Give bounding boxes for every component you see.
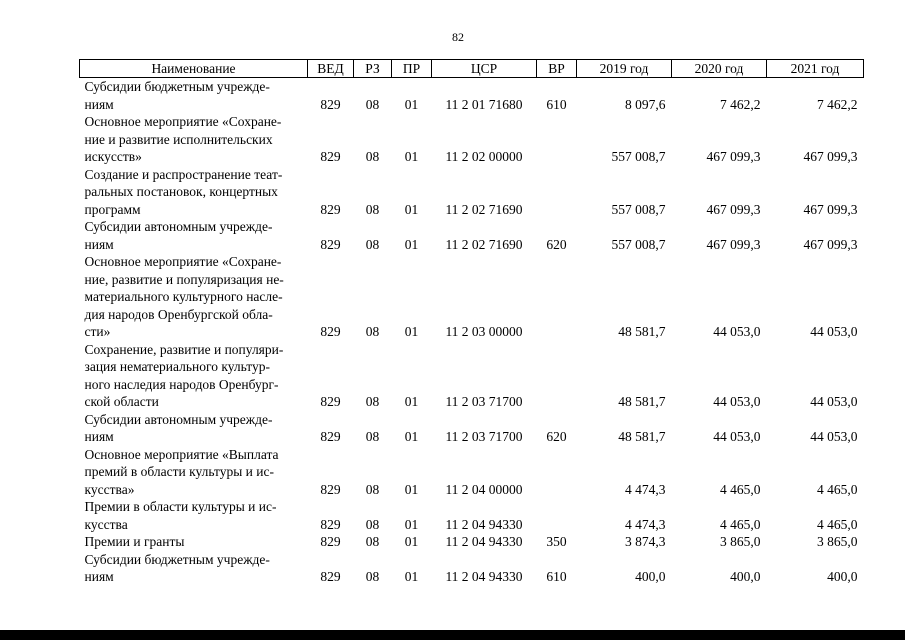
table-row [80, 113, 864, 166]
cell-rz: 08 [365, 324, 380, 339]
header-csr: ЦСР [432, 60, 537, 78]
cell-pr: 01 [404, 149, 419, 164]
cell-y2019: 4 474,3 [625, 481, 666, 497]
cell-pr: 01 [404, 569, 419, 584]
cell-y2021: 3 865,0 [817, 534, 858, 549]
header-ved: ВЕД [308, 60, 354, 78]
cell-name: Основное мероприятие «Сохране- ние и развитие исполнительских искусств» [84, 114, 282, 164]
cell-pr: 01 [404, 96, 419, 112]
table-header [80, 60, 864, 78]
cell-y2021: 467 099,3 [803, 149, 858, 164]
header-rz: РЗ [354, 60, 392, 78]
cell-name: Субсидии автономным учрежде- ниям [84, 219, 273, 252]
cell-rz: 08 [365, 201, 380, 217]
cell-pr: 01 [404, 324, 419, 339]
cell-ved: 829 [320, 516, 341, 532]
cell-y2020: 400,0 [730, 569, 761, 584]
cell-rz: 08 [365, 569, 380, 584]
cell-vr: 350 [546, 534, 567, 549]
cell-y2020: 467 099,3 [706, 149, 761, 164]
cell-ved: 829 [320, 429, 341, 444]
cell-csr: 11 2 04 94330 [445, 534, 523, 549]
header-vr: ВР [537, 60, 577, 78]
cell-name: Основное мероприятие «Сохране- ние, развитие и популяризация не- материального культурного насле- дия народов Оренбургской обла- сти» [84, 254, 284, 339]
table-row [80, 218, 864, 253]
cell-name: Субсидии автономным учрежде- ниям [84, 411, 273, 444]
cell-vr: 620 [546, 236, 567, 252]
cell-rz: 08 [365, 429, 380, 444]
header-2019: 2019 год [577, 60, 672, 78]
cell-csr: 11 2 04 00000 [445, 481, 523, 497]
cell-y2019: 48 581,7 [618, 429, 666, 444]
cell-csr: 11 2 04 94330 [445, 516, 523, 532]
cell-pr: 01 [404, 429, 419, 444]
cell-y2021: 7 462,2 [817, 96, 858, 112]
cell-y2021: 467 099,3 [803, 236, 858, 252]
cell-name: Субсидии бюджетным учрежде- ниям [84, 551, 270, 584]
cell-ved: 829 [320, 481, 341, 497]
budget-table [79, 59, 864, 586]
cell-rz: 08 [365, 481, 380, 497]
cell-y2019: 48 581,7 [618, 324, 666, 339]
table-row [80, 551, 864, 586]
table-row [80, 533, 864, 551]
cell-y2019: 4 474,3 [625, 516, 666, 532]
cell-y2019: 3 874,3 [625, 534, 666, 549]
cell-pr: 01 [404, 201, 419, 217]
header-name: Наименование [80, 60, 308, 78]
cell-csr: 11 2 02 71690 [445, 236, 523, 252]
cell-name: Создание и распространение теат- ральных постановок, концертных программ [84, 166, 283, 217]
cell-csr: 11 2 03 71700 [445, 429, 523, 444]
cell-ved: 829 [320, 236, 341, 252]
cell-vr [537, 253, 577, 341]
table-row [80, 166, 864, 219]
table-row [80, 78, 864, 114]
cell-pr: 01 [404, 516, 419, 532]
cell-y2020: 4 465,0 [720, 481, 761, 497]
cell-y2020: 7 462,2 [720, 96, 761, 112]
table-row [80, 411, 864, 446]
cell-rz: 08 [365, 516, 380, 532]
cell-name: Премии и гранты [84, 534, 185, 549]
cell-ved: 829 [320, 149, 341, 164]
cell-pr: 01 [404, 481, 419, 497]
cell-y2020: 44 053,0 [713, 394, 761, 409]
cell-y2021: 400,0 [827, 569, 858, 584]
cell-csr: 11 2 03 00000 [445, 324, 523, 339]
cell-y2020: 4 465,0 [720, 516, 761, 532]
cell-pr: 01 [404, 534, 419, 549]
cell-name: Сохранение, развитие и популяри- зация нематериального культур- ного наследия народов Оренбург- ской области [84, 341, 284, 409]
cell-vr [537, 498, 577, 533]
cell-y2021: 4 465,0 [817, 481, 858, 497]
cell-y2020: 467 099,3 [706, 236, 761, 252]
table-row [80, 341, 864, 411]
cell-y2021: 44 053,0 [810, 429, 858, 444]
header-2020: 2020 год [672, 60, 767, 78]
cell-y2021: 44 053,0 [810, 324, 858, 339]
header-2021: 2021 год [767, 60, 864, 78]
cell-ved: 829 [320, 324, 341, 339]
cell-vr: 610 [546, 96, 567, 112]
cell-y2019: 557 008,7 [611, 201, 666, 217]
cell-rz: 08 [365, 394, 380, 409]
bottom-scan-border [0, 630, 905, 640]
cell-csr: 11 2 01 71680 [445, 96, 523, 112]
cell-csr: 11 2 04 94330 [445, 569, 523, 584]
cell-ved: 829 [320, 96, 341, 112]
cell-y2020: 467 099,3 [706, 201, 761, 217]
header-pr: ПР [392, 60, 432, 78]
cell-name: Субсидии бюджетным учрежде- ниям [84, 79, 270, 112]
cell-name: Основное мероприятие «Выплата премий в области культуры и ис- кусства» [84, 446, 279, 497]
cell-pr: 01 [404, 394, 419, 409]
cell-csr: 11 2 02 00000 [445, 149, 523, 164]
cell-ved: 829 [320, 534, 341, 549]
table-body [80, 78, 864, 586]
cell-vr [537, 446, 577, 499]
cell-y2021: 467 099,3 [803, 201, 858, 217]
table-row [80, 446, 864, 499]
cell-rz: 08 [365, 149, 380, 164]
table-row [80, 498, 864, 533]
cell-vr: 620 [546, 429, 567, 444]
cell-y2020: 44 053,0 [713, 429, 761, 444]
cell-y2019: 8 097,6 [625, 96, 666, 112]
cell-vr [537, 341, 577, 411]
page-number: 82 [452, 30, 464, 44]
cell-rz: 08 [365, 96, 380, 112]
cell-y2020: 3 865,0 [720, 534, 761, 549]
cell-y2019: 400,0 [635, 569, 666, 584]
cell-y2019: 48 581,7 [618, 394, 666, 409]
cell-pr: 01 [404, 236, 419, 252]
cell-vr: 610 [546, 569, 567, 584]
cell-y2019: 557 008,7 [611, 236, 666, 252]
cell-rz: 08 [365, 236, 380, 252]
table-row [80, 253, 864, 341]
cell-name: Премии в области культуры и ис- кусства [84, 499, 277, 532]
cell-y2020: 44 053,0 [713, 324, 761, 339]
cell-vr [537, 166, 577, 219]
cell-y2019: 557 008,7 [611, 149, 666, 164]
cell-y2021: 4 465,0 [817, 516, 858, 532]
cell-ved: 829 [320, 394, 341, 409]
cell-y2021: 44 053,0 [810, 394, 858, 409]
cell-csr: 11 2 03 71700 [445, 394, 523, 409]
cell-csr: 11 2 02 71690 [445, 201, 523, 217]
cell-vr [537, 113, 577, 166]
cell-ved: 829 [320, 569, 341, 584]
cell-ved: 829 [320, 201, 341, 217]
cell-rz: 08 [365, 534, 380, 549]
